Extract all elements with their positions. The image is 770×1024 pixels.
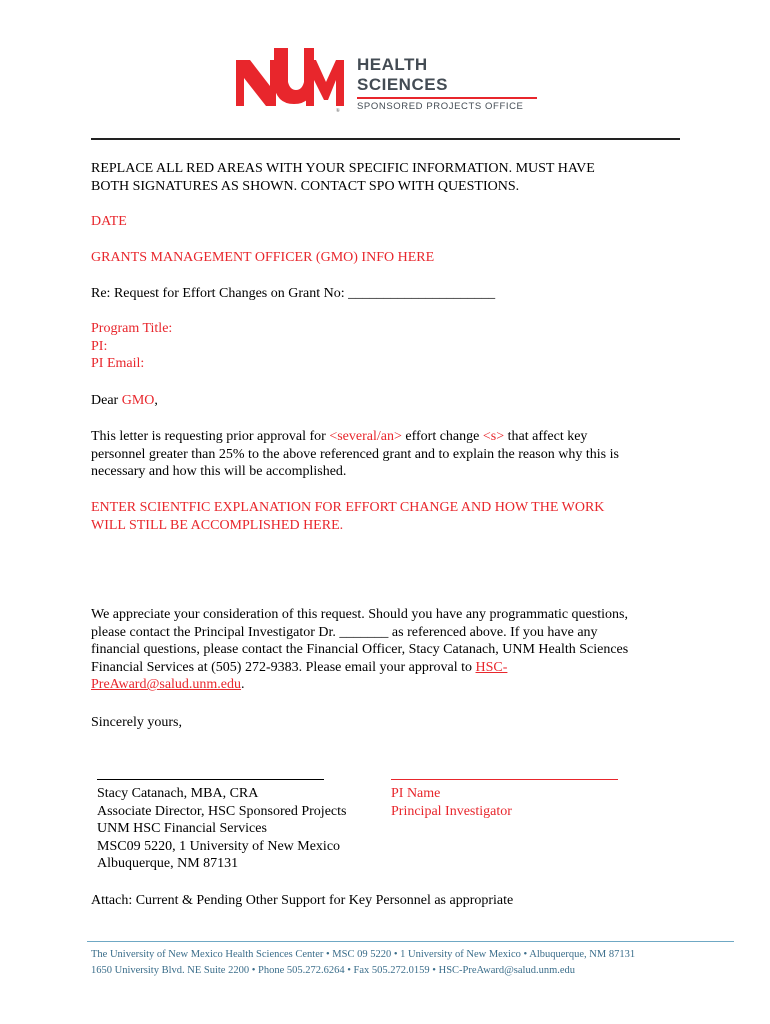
program-block — [91, 320, 172, 373]
salutation-gmo: GMO — [121, 393, 155, 408]
p2-line-3: financial questions, please contact the Financial Officer, Stacy Catanach, UNM Health Sciences — [91, 642, 629, 658]
date-field: DATE — [91, 214, 127, 229]
email-link-part-2[interactable]: PreAward@salud.unm.edu — [91, 677, 242, 693]
paragraph-1 — [91, 428, 619, 481]
pi-label: PI: — [91, 338, 108, 354]
signature-line-left — [97, 779, 324, 780]
paragraph-1-line-1 — [91, 428, 619, 446]
salutation-post: , — [154, 393, 158, 408]
signature-line-right — [391, 779, 618, 780]
gmo-info: GRANTS MANAGEMENT OFFICER (GMO) INFO HERE — [91, 250, 435, 265]
footer-rule — [87, 941, 734, 942]
paragraph-2 — [91, 606, 628, 694]
footer-line-1: The University of New Mexico Health Sciences Center • MSC 09 5220 • 1 University of New Mexico • Albuquerque, NM 87131 — [91, 949, 636, 960]
footer — [91, 947, 635, 979]
attachment-note: Attach: Current & Pending Other Support for Key Personnel as appropriate — [91, 893, 514, 908]
p2-end: . — [241, 677, 245, 693]
unm-logo — [236, 48, 344, 114]
p2-line-4-text: Financial Services at (505) 272-9383. Please email your approval to — [91, 659, 476, 675]
salutation-pre: Dear — [91, 393, 122, 408]
footer-line-2: 1650 University Blvd. NE Suite 2200 • Phone 505.272.6264 • Fax 505.272.0159 • HSC-PreAward@salud.unm.edu — [91, 965, 576, 976]
brand-health: HEALTH — [357, 55, 428, 74]
svg-text:®: ® — [336, 109, 340, 114]
email-link-part-1[interactable]: HSC- — [475, 659, 508, 675]
p1-e: that affect key — [504, 429, 588, 444]
program-title: Program Title: — [91, 321, 173, 336]
p1-a: This letter is requesting prior approval for — [91, 429, 330, 444]
instructions — [91, 160, 595, 195]
p2-line-2: please contact the Principal Investigator Dr. _______ as referenced above. If you have any — [91, 624, 598, 640]
brand-divider — [357, 97, 537, 99]
paragraph-1-line-3: necessary and how this will be accomplished. — [91, 464, 347, 480]
sig-left-address-1: MSC09 5220, 1 University of New Mexico — [97, 838, 341, 854]
unm-logo-mark — [236, 48, 344, 114]
paragraph-1-line-2: personnel greater than 25% to the above referenced grant and to explain the reason why this is — [91, 446, 619, 462]
salutation — [91, 392, 158, 410]
p2-line-4 — [91, 659, 628, 677]
sig-left-title: Associate Director, HSC Sponsored Projects — [97, 803, 347, 819]
header-rule — [91, 138, 680, 140]
instructions-line-1: REPLACE ALL RED AREAS WITH YOUR SPECIFIC INFORMATION. MUST HAVE — [91, 161, 595, 176]
sci-line-1: ENTER SCIENTFIC EXPLANATION FOR EFFORT CHANGE AND HOW THE WORK — [91, 500, 605, 515]
p1-d: <s> — [482, 429, 505, 444]
p1-b: <several/an> — [329, 429, 402, 444]
instructions-line-2: BOTH SIGNATURES AS SHOWN. CONTACT SPO WITH QUESTIONS. — [91, 178, 520, 194]
sig-right-title: Principal Investigator — [391, 803, 512, 819]
signature-left — [97, 785, 346, 873]
closing: Sincerely yours, — [91, 715, 182, 730]
sig-left-org: UNM HSC Financial Services — [97, 821, 267, 837]
signature-right — [391, 785, 512, 820]
p1-c: effort change — [401, 429, 483, 444]
p2-line-1: We appreciate your consideration of this request. Should you have any programmatic questions, — [91, 607, 628, 622]
brand-sciences: SCIENCES — [357, 75, 448, 94]
p2-line-5 — [91, 676, 628, 694]
sig-left-address-2: Albuquerque, NM 87131 — [97, 856, 239, 872]
scientific-explanation — [91, 499, 604, 534]
re-line: Re: Request for Effort Changes on Grant No: _____________________ — [91, 286, 496, 301]
brand-spo: SPONSORED PROJECTS OFFICE — [357, 101, 524, 112]
sig-right-name: PI Name — [391, 786, 441, 801]
sci-line-2: WILL STILL BE ACCOMPLISHED HERE. — [91, 517, 344, 533]
pi-email: PI Email: — [91, 356, 145, 372]
sig-left-name: Stacy Catanach, MBA, CRA — [97, 786, 259, 801]
